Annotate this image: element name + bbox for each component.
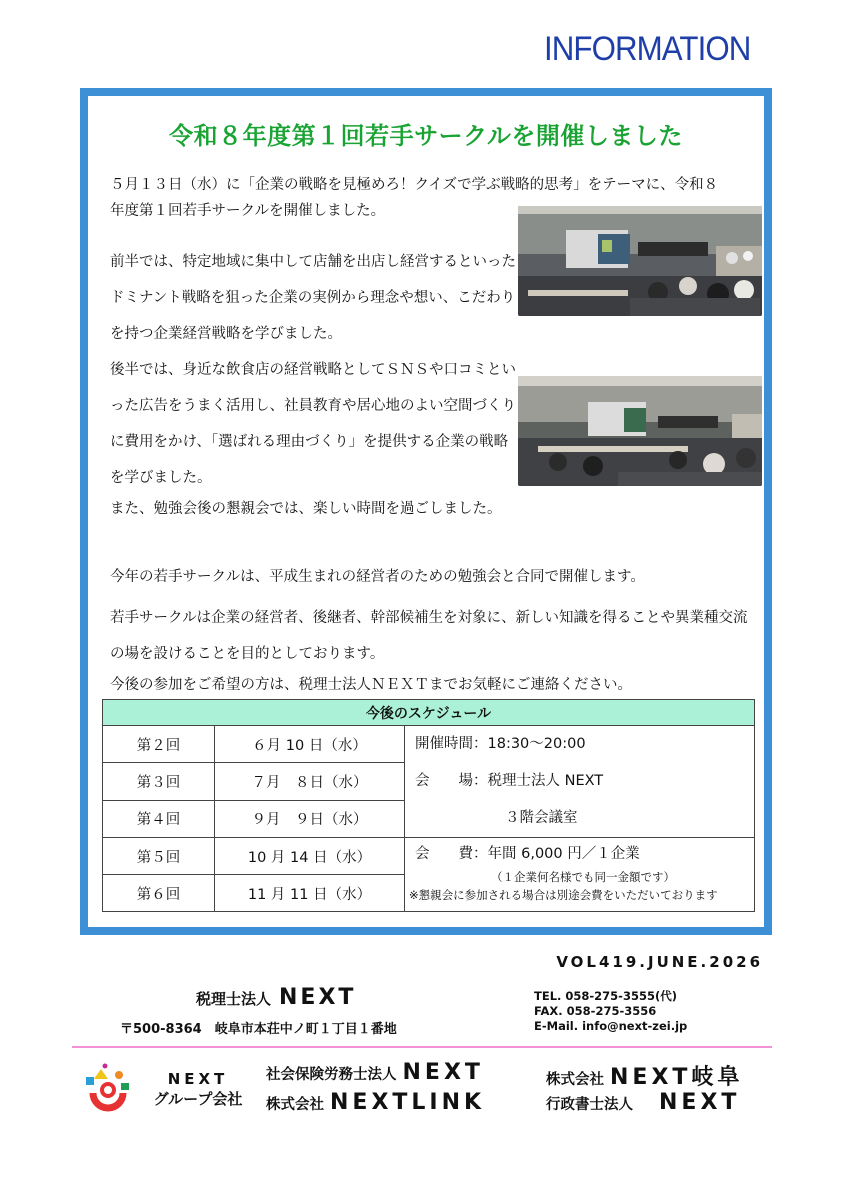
firm-prefix: 税理士法人	[196, 990, 272, 1008]
article-title: 令和８年度第１回若手サークルを開催しました	[169, 122, 683, 150]
group-company-2	[546, 1060, 743, 1091]
schedule-date: 11 月 11 日（水）	[215, 875, 405, 912]
company-name: NEXT岐阜	[610, 1065, 744, 1090]
schedule-venue: 会 場：税理士法人 NEXT	[415, 773, 604, 789]
schedule-venue-room: ３階会議室	[505, 810, 578, 826]
seminar-photo-2	[518, 376, 762, 486]
schedule-fee-info	[405, 838, 755, 912]
group-label	[143, 1069, 253, 1109]
fax-number: FAX. 058-275-3556	[534, 1004, 657, 1018]
company-prefix: 株式会社	[546, 1072, 604, 1088]
schedule-table	[102, 699, 755, 912]
article-paragraph-6: 若手サークルは企業の経営者、後継者、幹部候補生を対象に、新しい知識を得ることや異業種交流の場を設けることを目的としております。	[110, 610, 748, 662]
masthead-title: INFORMATION	[543, 30, 750, 68]
company-prefix: 株式会社	[266, 1097, 324, 1113]
schedule-date: ７月 ８日（水）	[215, 763, 405, 800]
group-company-3	[266, 1090, 485, 1115]
schedule-round: 第６回	[103, 875, 215, 912]
schedule-round: 第５回	[103, 838, 215, 875]
group-company-4	[546, 1090, 740, 1115]
schedule-fee: 会 費：年間 6,000 円／１企業	[415, 846, 640, 862]
table-row	[103, 838, 755, 875]
schedule-date: ９月 ９日（水）	[215, 800, 405, 837]
company-name: NEXT	[402, 1060, 484, 1085]
schedule-date: ６月 10 日（水）	[215, 726, 405, 763]
article-paragraph-7: 今後の参加をご希望の方は、税理士法人ＮＥＸＴまでお気軽にご連絡ください。	[110, 677, 632, 693]
article-paragraph-1b: 年度第１回若手サークルを開催しました。	[110, 203, 386, 219]
group-label-line2: グループ会社	[153, 1090, 243, 1108]
schedule-heading: 今後のスケジュール	[103, 700, 755, 726]
schedule-venue-info	[405, 726, 755, 838]
schedule-round: 第２回	[103, 726, 215, 763]
schedule-round: 第４回	[103, 800, 215, 837]
company-name: NEXT	[659, 1090, 741, 1115]
company-prefix: 社会保険労務士法人	[266, 1067, 397, 1083]
firm-address: 〒500-8364 岐阜市本荘中ノ町１丁目１番地	[120, 1022, 397, 1037]
group-company-1	[266, 1060, 484, 1085]
table-row	[103, 726, 755, 763]
schedule-round: 第３回	[103, 763, 215, 800]
phone-number: TEL. 058-275-3555(代)	[534, 989, 677, 1003]
article-paragraph-5: 今年の若手サークルは、平成生まれの経営者のための勉強会と合同で開催します。	[110, 569, 645, 585]
contact-info	[534, 989, 687, 1034]
article-paragraph-2: 前半では、特定地域に集中して店舗を出店し経営するといったドミナント戦略を狙った企業の実例から理念や想い、こだわりを持つ企業経営戦略を学びました。	[110, 254, 516, 342]
schedule-extra-note: ※懇親会に参加される場合は別途会費をいただいております	[409, 888, 718, 902]
paragraph-line: ５月１３日（水）に「企業の戦略を見極めろ！クイズで学ぶ戦略的思考」をテーマに、令和８	[110, 177, 719, 193]
firm-name-main: NEXT	[279, 985, 357, 1010]
company-name: NEXTLINK	[330, 1090, 486, 1115]
article-paragraph-3: 後半では、身近な飲食店の経営戦略としてＳＮＳや口コミといった広告をうまく活用し、社員教育や居心地のよい空間づくりに費用をかけ、「選ばれる理由づくり」を提供する企業の戦略を学びました。	[110, 362, 516, 486]
footer-divider	[72, 1046, 772, 1048]
article-paragraph-4: また、勉強会後の懇親会では、楽しい時間を過ごしました。	[110, 501, 502, 517]
email-address: E-Mail. info@next-zei.jp	[534, 1019, 688, 1033]
schedule-time: 開催時間：18:30～20:00	[415, 736, 586, 752]
firm-name	[196, 985, 356, 1010]
group-logo-icon	[83, 1063, 133, 1115]
group-label-line1: NEXT	[167, 1070, 229, 1088]
seminar-photo-1	[518, 206, 762, 316]
article-paragraph-1	[110, 172, 760, 198]
schedule-fee-note: （１企業何名様でも同一金額です）	[491, 870, 675, 884]
article-frame	[80, 88, 772, 935]
company-prefix: 行政書士法人	[546, 1097, 633, 1113]
schedule-date: 10 月 14 日（水）	[215, 838, 405, 875]
volume-label: VOL419.JUNE.2026	[556, 953, 763, 971]
